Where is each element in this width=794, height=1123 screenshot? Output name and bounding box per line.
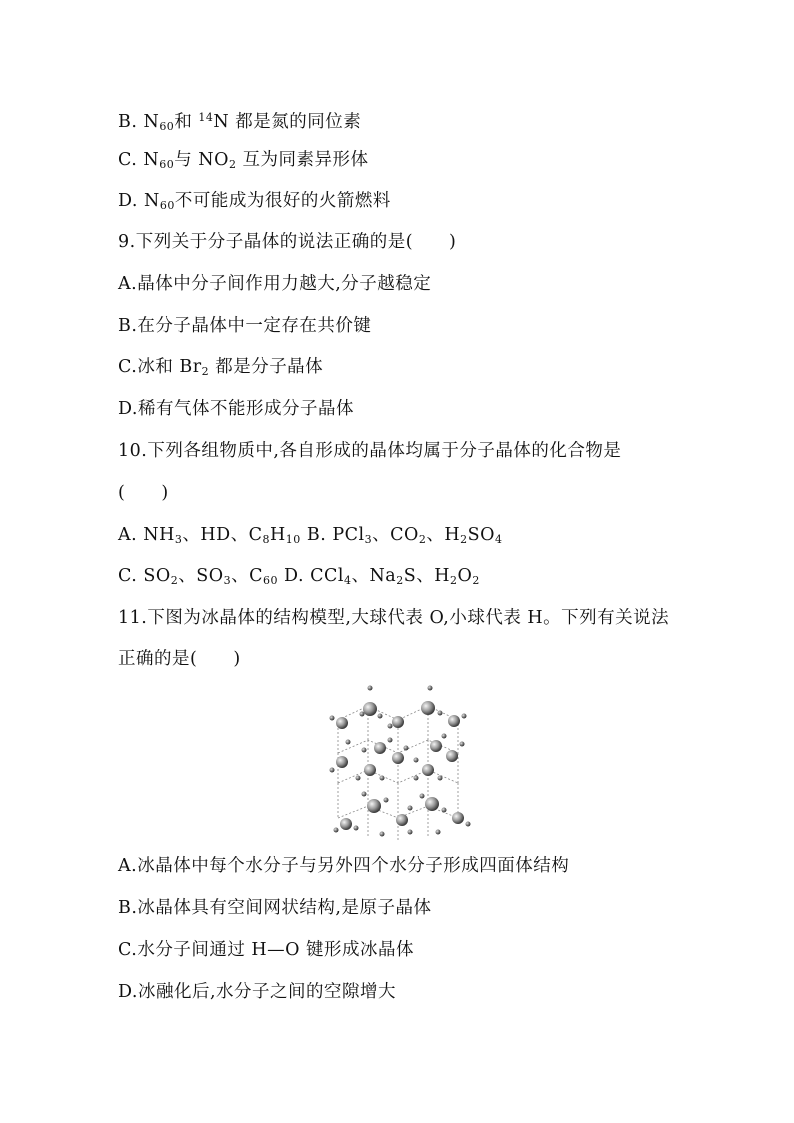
q10-stem: 10.下列各组物质中,各自形成的晶体均属于分子晶体的化合物是 <box>118 441 622 461</box>
q11-stem-line1: 11.下图为冰晶体的结构模型,大球代表 O,小球代表 H。下列有关说法 <box>118 608 670 628</box>
q9-option-d: D.稀有气体不能形成分子晶体 <box>118 399 354 419</box>
q11-stem-line2: 正确的是( ) <box>118 649 241 669</box>
q9-option-a: A.晶体中分子间作用力越大,分子越稳定 <box>118 274 432 294</box>
q11-option-d: D.冰融化后,水分子之间的空隙增大 <box>118 982 397 1002</box>
q11-option-b: B.冰晶体具有空间网状结构,是原子晶体 <box>118 898 432 918</box>
q9-option-c: C.冰和 $Br_2$ 都是分子晶体 <box>118 357 324 378</box>
q8-option-b: B. $N_{60}$和 $^{14}$N 都是氮的同位素 <box>118 111 362 133</box>
q10-options-ab: A. $NH_3$、HD、$C_8H_{10}$ B. PCl$_3$、$CO_2$、$H_2SO_4$ <box>118 525 503 546</box>
q10-answer-paren: ( ) <box>118 483 169 503</box>
q8-option-c: C. $N_{60}$与 $NO_2$ 互为同素异形体 <box>118 150 369 171</box>
q9-option-b: B.在分子晶体中一定存在共价键 <box>118 316 372 336</box>
q10-options-cd: C. $SO_2$、$SO_3$、$C_{60}$ D. CCl$_4$、$Na_2S$、$H_2O_2$ <box>118 566 480 587</box>
q9-stem: 9.下列关于分子晶体的说法正确的是( ) <box>118 232 457 252</box>
q8-option-d: D. $N_{60}$不可能成为很好的火箭燃料 <box>118 191 391 212</box>
ice-crystal-structure-figure <box>320 678 480 842</box>
q11-option-c: C.水分子间通过 H—O 键形成冰晶体 <box>118 940 415 960</box>
q11-option-a: A.冰晶体中每个水分子与另外四个水分子形成四面体结构 <box>118 856 570 876</box>
